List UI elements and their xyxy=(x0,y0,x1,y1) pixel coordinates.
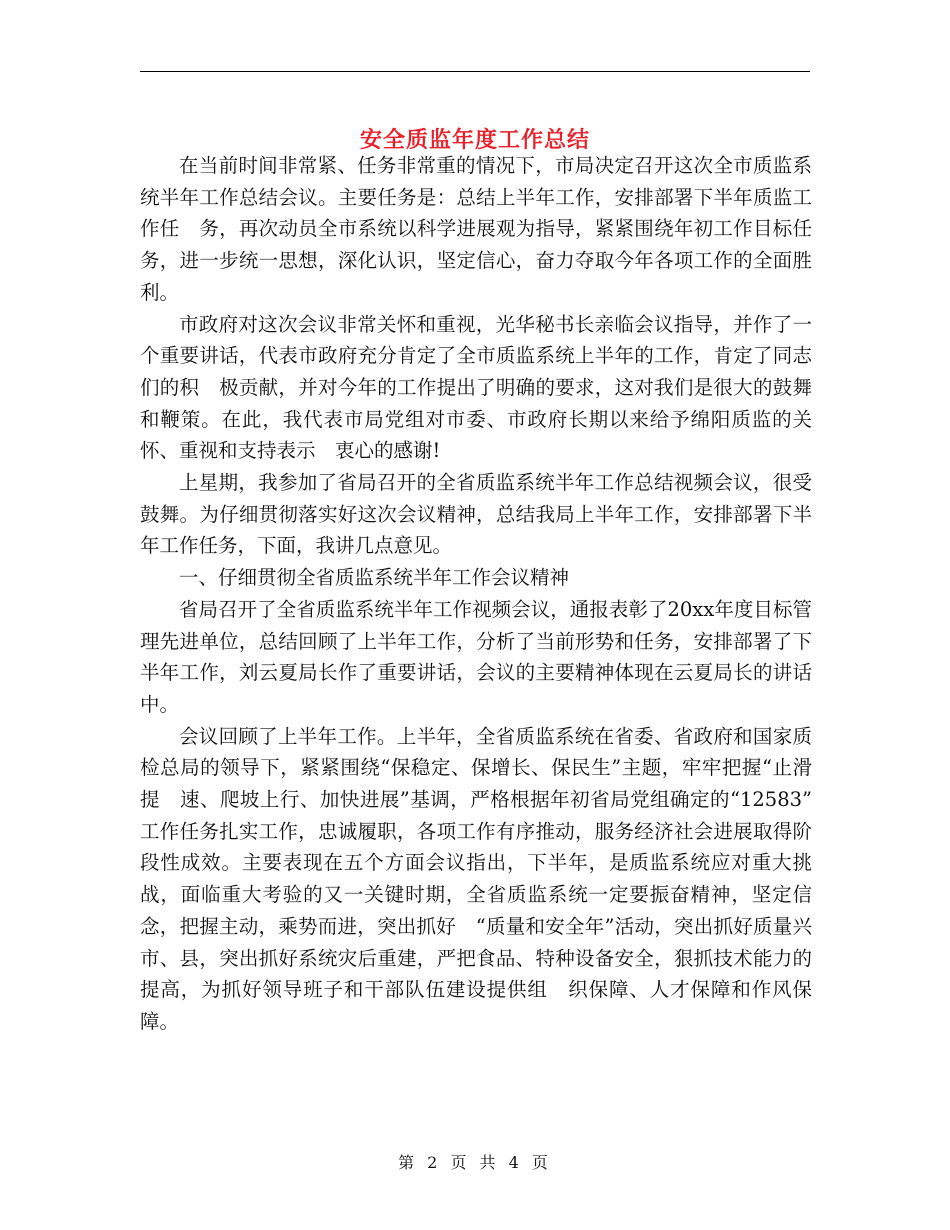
document-body xyxy=(140,150,832,1038)
paragraph-government: 市政府对这次会议非常关怀和重视，光华秘书长亲临会议指导，并作了一个重要讲话，代表市政府充分肯定了全市质监系统上半年的工作，肯定了同志们的积 极贡献，并对今年的工作提出了明确的要求，这对我们是很大的鼓舞和鞭策。在此，我代表市局党组对市委、市政府长期以来给予绵阳质监的关怀、重视和支持表示 衷心的感谢! xyxy=(140,312,812,463)
document-title: 安全质监年度工作总结 xyxy=(359,126,590,153)
paragraph-last-week: 上星期，我参加了省局召开的全省质监系统半年工作总结视频会议，很受鼓舞。为仔细贯彻落实好这次会议精神，总结我局上半年工作，安排部署下半年工作任务，下面，我讲几点意见。 xyxy=(140,471,812,558)
section-heading-1: 一、仔细贯彻全省质监系统半年工作会议精神 xyxy=(179,566,570,590)
paragraph-intro: 在当前时间非常紧、任务非常重的情况下，市局决定召开这次全市质监系统半年工作总结会议。主要任务是：总结上半年工作，安排部署下半年质监工作任 务，再次动员全市系统以科学进展观为指导，紧紧围绕年初工作目标任务，进一步统一思想，深化认识，坚定信心，奋力夺取今年各项工作的全面胜利。 xyxy=(140,154,812,304)
paragraph-meeting-review: 会议回顾了上半年工作。上半年，全省质监系统在省委、省政府和国家质检总局的领导下，紧紧围绕“保稳定、保增长、保民生”主题，牢牢把握“止滑提 速、爬坡上行、加快进展”基调，严格根据年初省局党组确定的“12583” 工作任务扎实工作，忠诚履职，各项工作有序推动，服务经济社会进展取得阶段性成效。主要表现在五个方面会议指出，下半年，是质监系统应对重大挑战，面临重大考验的又一关键时期，全省质监系统一定要振奋精神，坚定信念，把握主动，乘势而进，突出抓好 “质量和安全年”活动，突出抓好质量兴市、县，突出抓好系统灾后重建，严把食品、特种设备安全，狠抓技术能力的提高，为抓好领导班子和干部队伍建设提供组 织保障、人才保障和作风保障。 xyxy=(140,724,832,1033)
page-number-footer: 第 2 页 共 4 页 xyxy=(398,1153,552,1172)
paragraph-provincial-meeting: 省局召开了全省质监系统半年工作视频会议，通报表彰了20xx年度目标管理先进单位，总结回顾了上半年工作，分析了当前形势和任务，安排部署了下半年工作，刘云夏局长作了重要讲话，会议的主要精神体现在云夏局长的讲话中。 xyxy=(140,597,812,716)
header-rule xyxy=(140,71,810,72)
